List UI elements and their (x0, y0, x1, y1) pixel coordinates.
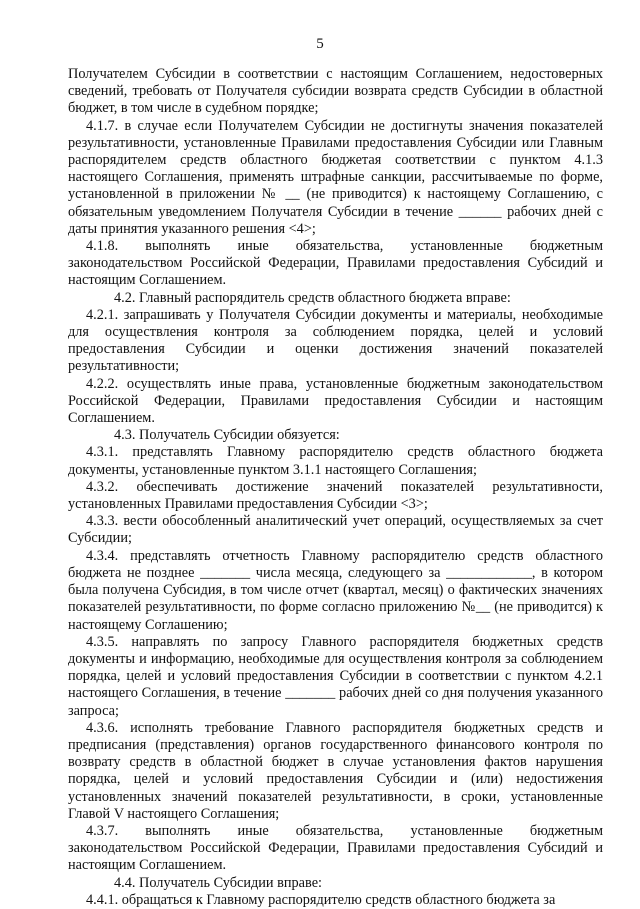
paragraph-4-3-7: 4.3.7. выполнять иные обязательства, установленные бюджетным законодательством Российской Федерации, Правилами предоставления Субсидий и настоящим Соглашением. (68, 822, 603, 874)
paragraph-4-3-2: 4.3.2. обеспечивать достижение значений показателей результативности, установленных Правилами предоставления Субсидии <3>; (68, 478, 603, 513)
paragraph-4-3-3: 4.3.3. вести обособленный аналитический учет операций, осуществляемых за счет Субсидии; (68, 513, 603, 547)
section-heading-4-2: 4.2. Главный распорядитель средств областного бюджета вправе: (114, 289, 511, 306)
paragraph-4-3-1: 4.3.1. представлять Главному распорядителю средств областного бюджета документы, установленные пунктом 3.1.1 настоящего Соглашения; (68, 444, 603, 478)
paragraph-4-4-1: 4.4.1. обращаться к Главному распорядителю средств областного бюджета за (86, 891, 556, 908)
paragraph-continuation: Получателем Субсидии в соответствии с настоящим Соглашением, недостоверных сведений, требовать от Получателя субсидии возврата средств Субсидии в областной бюджет, в том числе в судебном порядке; (68, 66, 603, 117)
paragraph-4-1-7: 4.1.7. в случае если Получателем Субсидии не достигнуты значения показателей результативности, установленные Правилами предоставления Субсидии или Главным распорядителем средств областного бюджетая соответствии с пунктом 4.1.3 настоящего Соглашения, применять штрафные санкции, рассчитываемые по форме, установленной в приложении № __ (не приводится) к настоящему Соглашению, с обязательным уведомлением Получателя Субсидии в течение ______ рабочих дней с даты принятия указанного решения <4>; (68, 117, 603, 237)
section-heading-4-3: 4.3. Получатель Субсидии обязуется: (114, 427, 340, 444)
paragraph-4-3-5: 4.3.5. направлять по запросу Главного распорядителя бюджетных средств документы и информацию, необходимые для осуществления контроля за соблюдением порядка, целей и условий предоставления Субсидии в соответствии с пунктом 4.2.1 настоящего Соглашения, в течение _______ рабочих дней со дня получения указанного запроса; (68, 633, 603, 719)
page-number: 5 (316, 36, 324, 52)
paragraph-4-1-8: 4.1.8. выполнять иные обязательства, установленные бюджетным законодательством Российской Федерации, Правилами предоставления Субсидий и настоящим Соглашением. (68, 238, 603, 289)
section-heading-4-4: 4.4. Получатель Субсидии вправе: (114, 874, 323, 891)
paragraph-4-2-1: 4.2.1. запрашивать у Получателя Субсидии документы и материалы, необходимые для осуществления контроля за соблюдением порядка, целей и условий предоставления Субсидии и оценки достижения значений показателей результативности; (68, 306, 603, 375)
paragraph-4-3-4: 4.3.4. представлять отчетность Главному распорядителю средств областного бюджета не позднее _______ числа месяца, следующего за ____________, в котором была получена Субсидия, в том числе отчет (квартал, месяц) о фактических значениях показателей результативности, по форме согласно приложению №__ (не приводится) к настоящему Соглашению; (68, 547, 603, 633)
paragraph-4-2-2: 4.2.2. осуществлять иные права, установленные бюджетным законодательством Российской Федерации, Правилами предоставления Субсидии и настоящим Соглашением. (68, 375, 603, 427)
document-body (68, 66, 603, 909)
paragraph-4-3-6: 4.3.6. исполнять требование Главного распорядителя бюджетных средств и предписания (представления) органов государственного финансового контроля по возврату средств в областной бюджет в случае установления фактов нарушения порядка, целей и условий предоставления Субсидии и (или) недостижения установленных значений показателей результативности, в сроки, установленные Главой V настоящего Соглашения; (68, 719, 603, 822)
